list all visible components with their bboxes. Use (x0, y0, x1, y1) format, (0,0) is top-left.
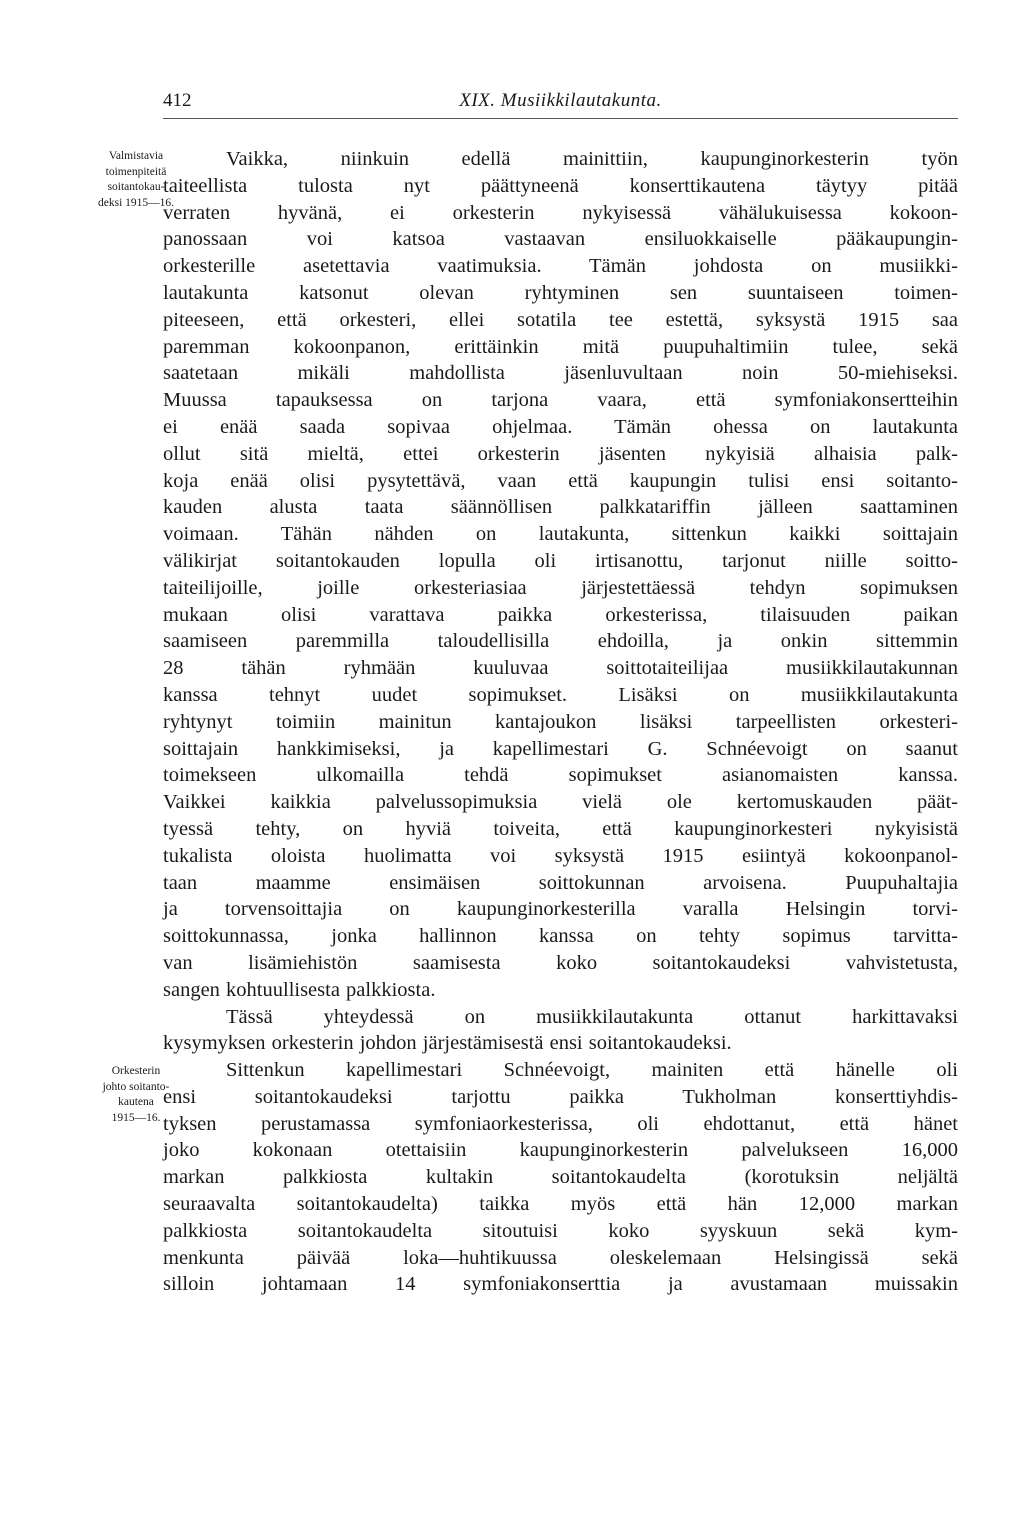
text-line: kanssa tehnyt uudet sopimukset. Lisäksi on musiikkilautakunta (163, 683, 958, 706)
page-number: 412 (163, 90, 192, 111)
body-text (163, 146, 958, 1298)
margin-note-line: deksi 1915—16. (97, 196, 175, 209)
margin-note-line: soitantokau- (107, 181, 165, 193)
text-line: taiteellista tulosta nyt päättyneenä konserttikautena täytyy pitää (163, 174, 958, 197)
text-line: voimaan. Tähän nähden on lautakunta, sittenkun kaikki soittajain (163, 523, 958, 546)
text-line: orkesterille asetettavia vaatimuksia. Tämän johdosta on musiikki- (163, 255, 958, 278)
text-line: lautakunta katsonut olevan ryhtyminen sen suuntaiseen toimen- (163, 281, 958, 304)
running-title: XIX. Musiikkilautakunta. (459, 90, 662, 111)
text-line: ensi soitantokaudeksi tarjottu paikka Tukholman konserttiyhdis- (163, 1085, 958, 1108)
margin-note-line: Orkesterin (111, 1065, 161, 1077)
text-line: menkunta päivää loka—huhtikuussa oleskelemaan Helsingissä sekä (163, 1246, 958, 1269)
page-header (163, 88, 958, 119)
text-line: mukaan olisi varattava paikka orkesterissa, tilaisuuden paikan (163, 603, 958, 626)
text-line: soittokunnassa, jonka hallinnon kanssa on tehty sopimus tarvitta- (163, 925, 958, 948)
text-line: kauden alusta taata säännöllisen palkkatariffin jälleen saattaminen (163, 496, 958, 519)
text-line: palkkiosta soitantokaudelta sitoutuisi koko syyskuun sekä kym- (163, 1219, 958, 1242)
text-line: ryhtynyt toimiin mainitun kantajoukon lisäksi tarpeellisten orkesteri- (163, 710, 958, 733)
text-line: silloin johtamaan 14 symfoniakonserttia ja avustamaan muissakin (163, 1273, 958, 1296)
text-line: panossaan voi katsoa vastaavan ensiluokkaiselle pääkaupungin- (163, 228, 958, 251)
text-line: Vaikka, niinkuin edellä mainittiin, kaupunginorkesterin työn (226, 148, 958, 170)
text-line: ei enää saada sopivaa ohjelmaa. Tämän ohessa on lautakunta (163, 415, 958, 438)
text-line: Vaikkei kaikkia palvelussopimuksia vielä ole kertomuskauden päät- (163, 791, 958, 814)
margin-note-line: 1915—16. (111, 1111, 161, 1124)
text-line: taiteilijoille, joille orkesteriasiaa järjestettäessä tehdyn sopimuksen (163, 576, 958, 599)
margin-note-line: toimenpiteitä (105, 165, 167, 178)
text-line: tukalista oloista huolimatta voi syksystä 1915 esiintyä kokoonpanol- (163, 844, 958, 867)
text-line: Sittenkun kapellimestari Schnéevoigt, mainiten että hänelle oli (226, 1059, 958, 1082)
text-line: koja enää olisi pysytettävä, vaan että kaupungin tulisi ensi soitanto- (163, 469, 958, 492)
text-line: toimekseen ulkomailla tehdä sopimukset asianomaisten kanssa. (163, 764, 958, 787)
text-line: 28 tähän ryhmään kuuluvaa soittotaiteilijaa musiikkilautakunnan (163, 657, 958, 680)
text-line: ollut sitä mieltä, ettei orkesterin jäsenten nykyisiä alhaisia palk- (163, 442, 958, 465)
text-line: kysymyksen orkesterin johdon järjestämisestä ensi soitantokaudeksi. (163, 1032, 732, 1055)
text-line: saamiseen paremmilla taloudellisilla ehdoilla, ja onkin sittemmin (163, 630, 958, 653)
text-line: markan palkkiosta kultakin soitantokaudelta (korotuksin neljältä (163, 1166, 958, 1189)
text-line: saatetaan mikäli mahdollista jäsenluvultaan noin 50-miehiseksi. (163, 362, 958, 385)
margin-note-line: johto soitanto- (102, 1080, 170, 1093)
text-line: paremman kokoonpanon, erittäinkin mitä puupuhaltimiin tulee, sekä (163, 335, 958, 358)
text-line: piteeseen, että orkesteri, ellei sotatila tee estettä, syksystä 1915 saa (163, 308, 958, 331)
text-line: Tässä yhteydessä on musiikkilautakunta ottanut harkittavaksi (226, 1005, 958, 1028)
text-line: verraten hyvänä, ei orkesterin nykyisessä vähälukuisessa kokoon- (163, 201, 958, 224)
text-line: van lisämiehistön saamisesta koko soitantokaudeksi vahvistetusta, (163, 951, 958, 974)
text-line: Muussa tapauksessa on tarjona vaara, että symfoniakonsertteihin (163, 389, 958, 412)
text-line: taan maamme ensimäisen soittokunnan arvoisena. Puupuhaltajia (163, 871, 958, 894)
text-line: soittajain hankkimiseksi, ja kapellimestari G. Schnéevoigt on saanut (163, 737, 958, 760)
margin-note-line: kautena (118, 1096, 154, 1108)
text-line: välikirjat soitantokauden lopulla oli irtisanottu, tarjonut niille soitto- (163, 549, 958, 572)
text-line: tyksen perustamassa symfoniaorkesterissa, oli ehdottanut, että hänet (163, 1112, 958, 1135)
text-line: sangen kohtuullisesta palkkiosta. (163, 978, 436, 1001)
text-line: ja torvensoittajia on kaupunginorkesterilla varalla Helsingin torvi- (163, 898, 958, 921)
text-line: tyessä tehty, on hyviä toiveita, että kaupunginorkesteri nykyisistä (163, 817, 958, 840)
margin-note-line: Valmistavia (108, 150, 164, 162)
text-line: joko kokonaan otettaisiin kaupunginorkesterin palvelukseen 16,000 (163, 1139, 958, 1162)
text-line: seuraavalta soitantokaudelta) taikka myös että hän 12,000 markan (163, 1193, 958, 1216)
